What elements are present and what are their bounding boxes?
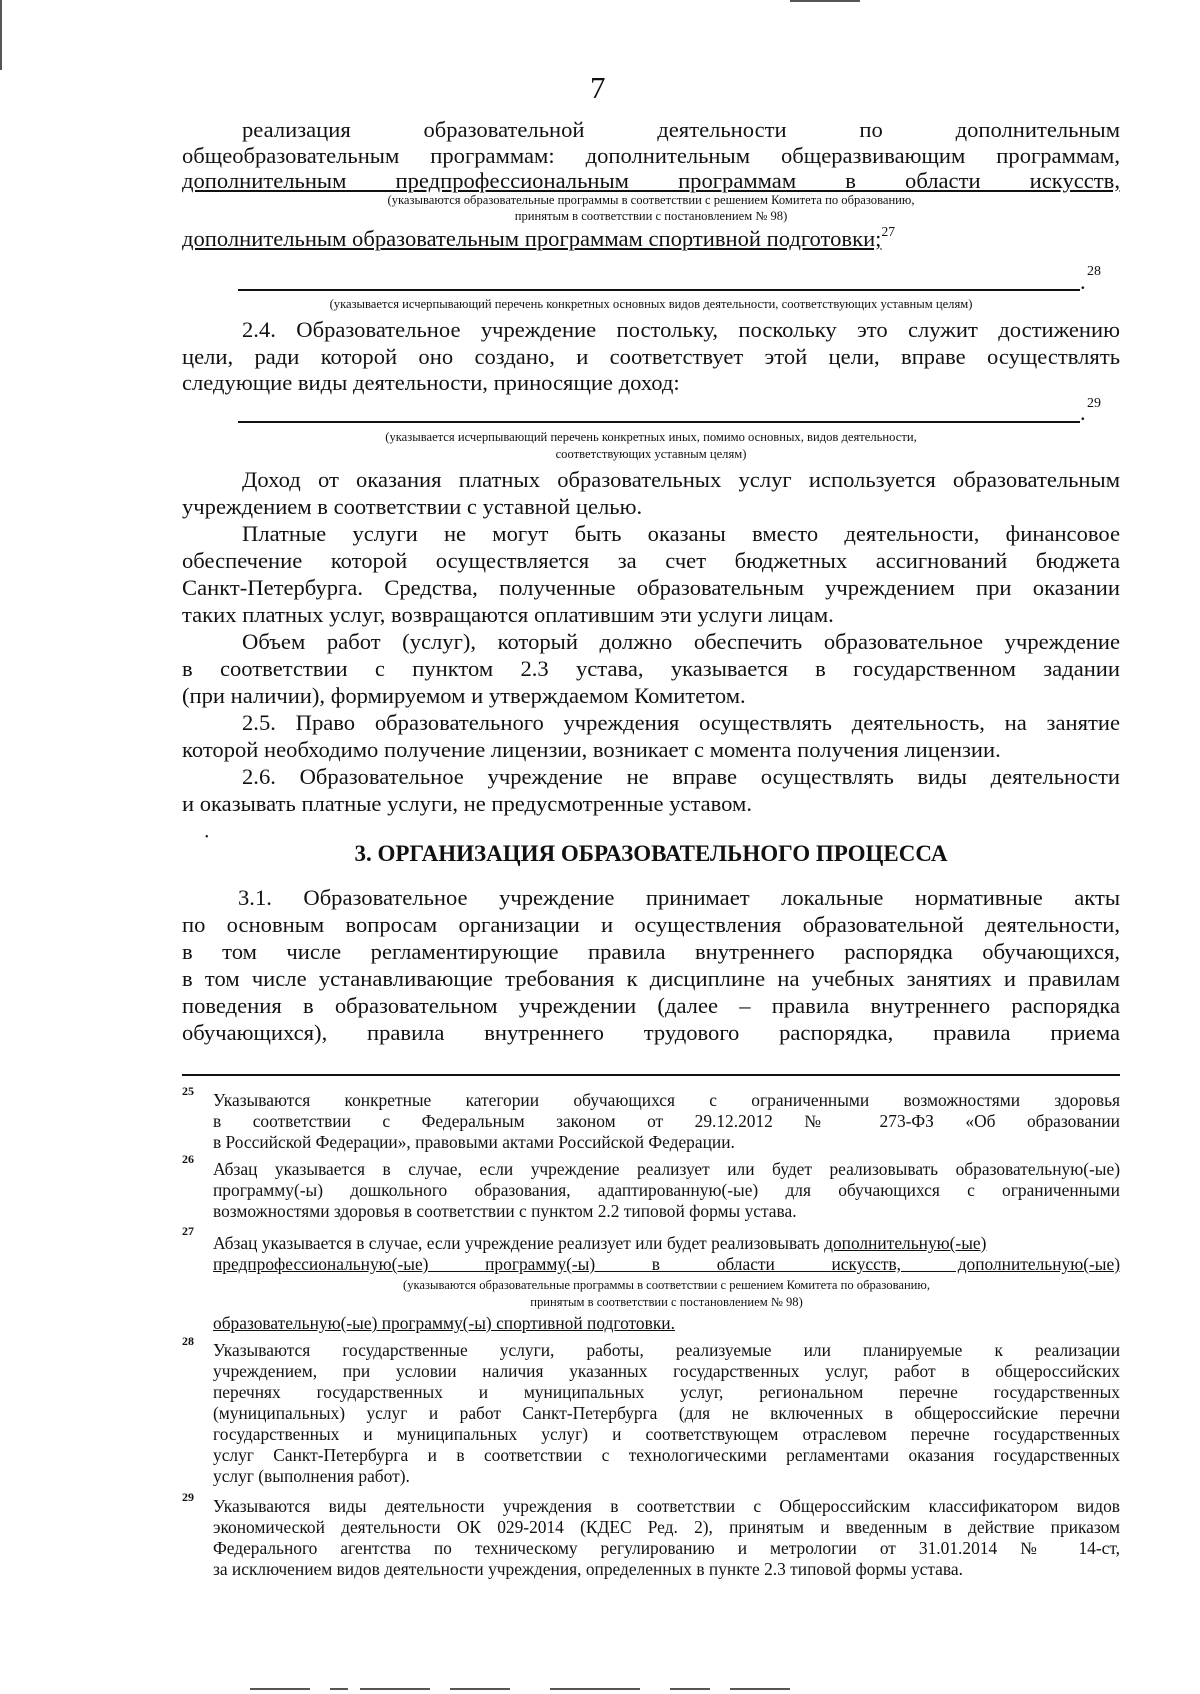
scan-edge-mark: [0, 0, 2, 70]
footnote-line: услуг (выполнения работ).: [213, 1466, 410, 1486]
text-line: реализация образовательной деятельности по дополнительным: [242, 117, 1120, 142]
text-line: 2.5. Право образовательного учреждения осуществлять деятельность, на занятие: [242, 710, 1120, 735]
footnote-line: учреждением, при условии наличия указанных государственных услуг, работ в общероссийских: [213, 1361, 1120, 1381]
field-caption: (указывается исчерпывающий перечень конкретных основных видов деятельности, соответствующих уставным целям): [329, 297, 973, 311]
text-line: 2.4. Образовательное учреждение постольку, поскольку это служит достижению: [242, 317, 1120, 342]
footnote-ref: 27: [881, 224, 895, 239]
text-line: и оказывать платные услуги, не предусмотренные уставом.: [182, 791, 752, 816]
text-line: Платные услуги не могут быть оказаны вместо деятельности, финансовое: [242, 521, 1120, 546]
section-heading: 3. ОРГАНИЗАЦИЯ ОБРАЗОВАТЕЛЬНОГО ПРОЦЕССА: [354, 841, 948, 866]
text-line: дополнительным предпрофессиональным программам в области искусств,: [182, 168, 1120, 193]
blank-field-line: [238, 421, 1080, 423]
footnote-line: экономической деятельности ОК 029-2014 (КДЕС Ред. 2), принятым и введенным в действие приказом: [213, 1517, 1120, 1537]
text-line: цели, ради которой оно создано, и соответствует этой цели, вправе осуществлять: [182, 344, 1120, 369]
scan-edge-mark: [550, 1688, 640, 1690]
footnote-line: перечнях государственных и муниципальных услуг, региональном перечне государственных: [213, 1382, 1120, 1402]
text-line: общеобразовательным программам: дополнительным общеразвивающим программам,: [182, 143, 1120, 168]
text-line: в том числе регламентирующие правила внутреннего распорядка обучающихся,: [182, 939, 1120, 964]
footnote-line: государственных и муниципальных услуг) и соответствующем отраслевом перечне государственных: [213, 1424, 1120, 1444]
scan-edge-mark: [790, 0, 860, 2]
scan-edge-mark: [450, 1688, 510, 1690]
footnote-line: Федерального агентства по техническому регулированию и метрологии от 31.01.2014 № 14-ст,: [213, 1538, 1120, 1558]
text-line: (при наличии), формируемом и утверждаемом Комитетом.: [182, 683, 746, 708]
footnote-line: Указываются государственные услуги, работы, реализуемые или планируемые к реализации: [213, 1340, 1120, 1360]
footnote-number: 28: [182, 1334, 194, 1348]
footnote-number: 29: [182, 1490, 194, 1504]
text-line: поведения в образовательном учреждении (далее – правила внутреннего распорядка: [182, 993, 1120, 1018]
text-line: в соответствии с пунктом 2.3 устава, указывается в государственном задании: [182, 656, 1120, 681]
text-line: 3.1. Образовательное учреждение принимает локальные нормативные акты: [238, 885, 1120, 910]
scan-edge-mark: [730, 1688, 790, 1690]
footnote-line: услуг Санкт-Петербурга и в соответствии с технологическими регламентами оказания государственных: [213, 1445, 1120, 1465]
field-caption: (указываются образовательные программы в соответствии с решением Комитета по образованию,: [387, 193, 915, 207]
footnote-line: возможностями здоровья в соответствии с пунктом 2.2 типовой формы устава.: [213, 1201, 797, 1221]
footnote-line: (муниципальных) услуг и работ Санкт-Петербурга (для не включенных в общероссийские перечни: [213, 1403, 1120, 1423]
footnote-number: 26: [182, 1152, 194, 1166]
text-line: таких платных услуг, возвращаются оплатившим эти услуги лицам.: [182, 602, 834, 627]
field-caption: соответствующих уставным целям): [555, 447, 747, 461]
text-line: Доход от оказания платных образовательных услуг используется образовательным: [242, 467, 1120, 492]
footnote-number: 25: [182, 1084, 194, 1098]
field-caption: принятым в соответствии с постановлением № 98): [514, 209, 788, 223]
text-line: обеспечение которой осуществляется за счет бюджетных ассигнований бюджета: [182, 548, 1120, 573]
text-line: Объем работ (услуг), который должно обеспечить образовательное учреждение: [242, 629, 1120, 654]
footnote-line: образовательную(-ые) программу(-ы) спортивной подготовки.: [213, 1313, 675, 1333]
footnote-line: Указываются виды деятельности учреждения в соответствии с Общероссийским классификатором видов: [213, 1496, 1120, 1516]
text-line: следующие виды деятельности, приносящие доход:: [182, 370, 680, 395]
footnote-number: 27: [182, 1224, 194, 1238]
punctuation: .: [1080, 269, 1086, 294]
footnote-line: Указываются конкретные категории обучающихся с ограниченными возможностями здоровья: [213, 1090, 1120, 1110]
text-line: в том числе устанавливающие требования к дисциплине на учебных занятиях и правилам: [182, 966, 1120, 991]
text-line: которой необходимо получение лицензии, возникает с момента получения лицензии.: [182, 737, 1001, 762]
footnote-line: Абзац указывается в случае, если учреждение реализует или будет реализовывать образовательную(-ые): [213, 1159, 1120, 1179]
blank-field-line: [238, 289, 1080, 291]
scan-edge-mark: [670, 1688, 710, 1690]
punctuation: .: [1080, 400, 1086, 425]
text-line: 2.6. Образовательное учреждение не вправе осуществлять виды деятельности: [242, 764, 1120, 789]
footnote-separator: [182, 1074, 1120, 1076]
footnote-line: в соответствии с Федеральным законом от 29.12.2012 № 273-ФЗ «Об образовании: [213, 1111, 1120, 1131]
footnote-ref: 28: [1087, 264, 1101, 279]
text-line: дополнительным образовательным программам спортивной подготовки;$^{27}$: [182, 224, 895, 251]
scan-dot: •: [205, 832, 209, 843]
text-line: по основным вопросам организации и осуществления образовательной деятельности,: [182, 912, 1120, 937]
footnote-line: программу(-ы) дошкольного образования, адаптированную(-ые) для обучающихся с ограниченными: [213, 1180, 1120, 1200]
field-caption: принятым в соответствии с постановлением № 98): [530, 1295, 803, 1309]
scan-edge-mark: [360, 1688, 430, 1690]
text-line: учреждением в соответствии с уставной целью.: [182, 494, 643, 519]
field-caption: (указываются образовательные программы в соответствии с решением Комитета по образованию,: [403, 1278, 930, 1292]
page-number: 7: [590, 70, 606, 105]
text-line: обучающихся), правила внутреннего трудового распорядка, правила приема: [182, 1020, 1120, 1045]
text-line: Санкт-Петербурга. Средства, полученные образовательным учреждением при оказании: [182, 575, 1120, 600]
footnote-line: в Российской Федерации», правовыми актами Российской Федерации.: [213, 1132, 735, 1152]
scan-edge-mark: [330, 1688, 348, 1690]
scan-edge-mark: [250, 1688, 310, 1690]
field-caption: (указывается исчерпывающий перечень конкретных иных, помимо основных, видов деятельности,: [385, 430, 917, 444]
footnote-line: за исключением видов деятельности учреждения, определенных в пункте 2.3 типовой формы устава.: [213, 1559, 963, 1579]
footnote-line: предпрофессиональную(-ые) программу(-ы) в области искусств, дополнительную(-ые): [213, 1254, 1120, 1274]
footnote-ref: 29: [1087, 396, 1101, 411]
footnote-line: Абзац указывается в случае, если учреждение реализует или будет реализовывать дополнительную(-ые): [213, 1233, 987, 1253]
